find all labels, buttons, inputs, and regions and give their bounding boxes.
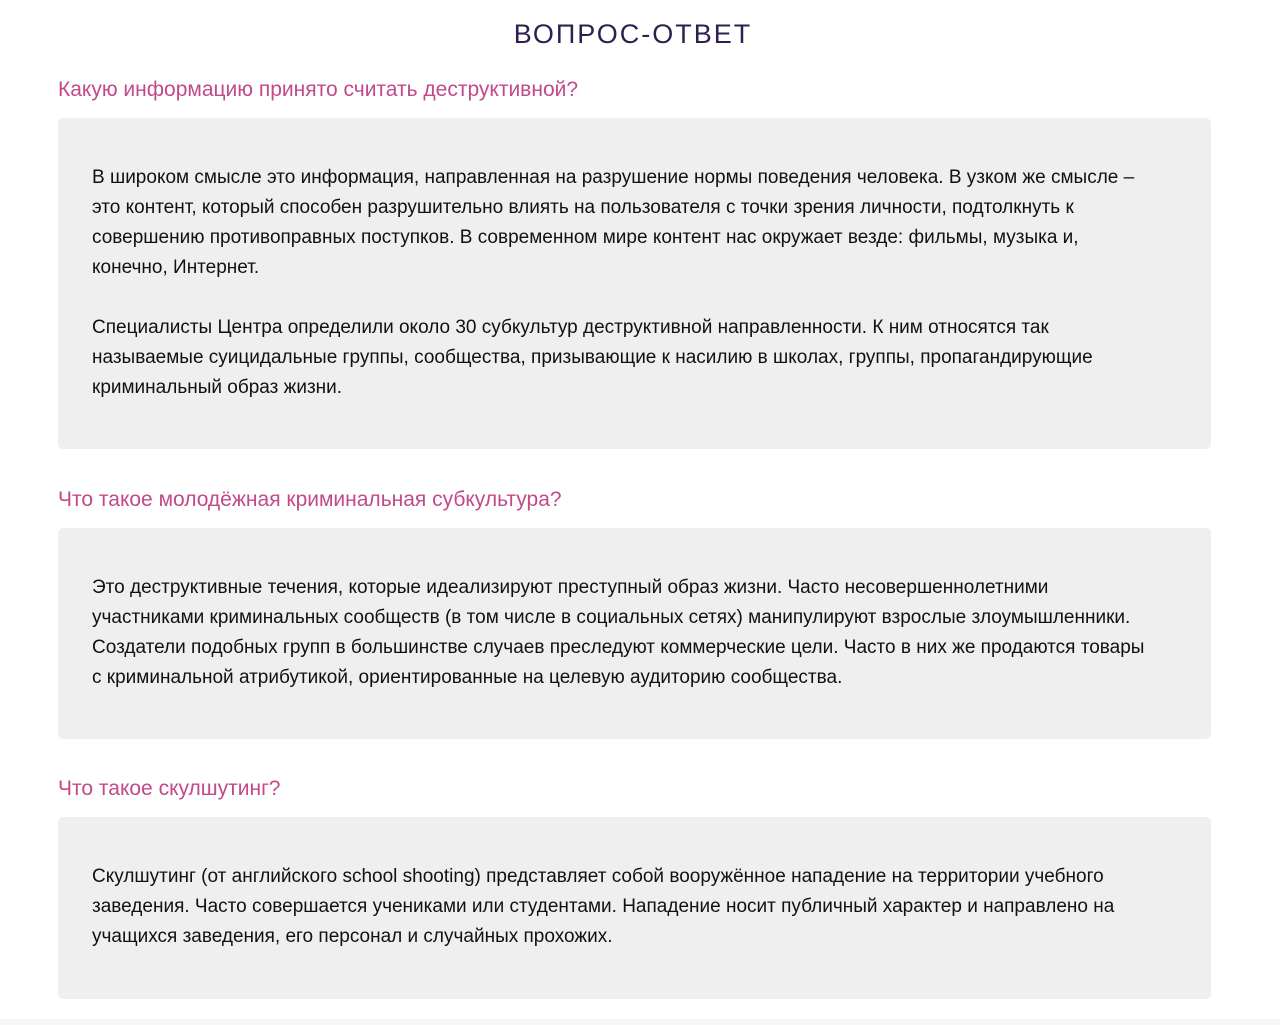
faq-question[interactable]: Что такое молодёжная криминальная субкультура?	[58, 488, 562, 511]
page-title: ВОПРОС-ОТВЕТ	[513, 19, 753, 49]
faq-answer-paragraph: Специалисты Центра определили около 30 субкультур деструктивной направленности. К ним относятся так называемые суицидальные группы, сообщества, призывающие к насилию в школах, группы, пропагандирующие криминальный образ жизни.	[92, 317, 1093, 398]
faq-item	[58, 70, 1211, 449]
faq-question[interactable]: Что такое скулшутинг?	[58, 777, 281, 800]
faq-question[interactable]: Какую информацию принято считать деструктивной?	[58, 78, 579, 101]
page-bottom-divider	[0, 1019, 1280, 1025]
faq-answer	[58, 817, 1211, 999]
faq-answer-paragraph: Это деструктивные течения, которые идеализируют преступный образ жизни. Часто несовершеннолетними участниками криминальных сообществ (в том числе в социальных сетях) манипулируют взрослые злоумышленники. Создатели подобных групп в большинстве случаев преследуют коммерческие цели. Часто в них же продаются товары с криминальной атрибутикой, ориентированные на целевую аудиторию сообщества.	[92, 577, 1145, 688]
faq-answer-paragraph: Скулшутинг (от английского school shooting) представляет собой вооружённое нападение на территории учебного заведения. Часто совершается учениками или студентами. Нападение носит публичный характер и направлено на учащихся заведения, его персонал и случайных прохожих.	[92, 866, 1115, 947]
faq-answer	[58, 528, 1211, 739]
faq-item	[58, 480, 1211, 739]
faq-answer	[58, 118, 1211, 449]
faq-item	[58, 769, 1211, 999]
faq-answer-paragraph: В широком смысле это информация, направленная на разрушение нормы поведения человека. В узком же смысле – это контент, который способен разрушительно влиять на пользователя с точки зрения личности, подтолкнуть к совершению противоправных поступков. В современном мире контент нас окружает везде: фильмы, музыка и, конечно, Интернет.	[92, 167, 1135, 278]
